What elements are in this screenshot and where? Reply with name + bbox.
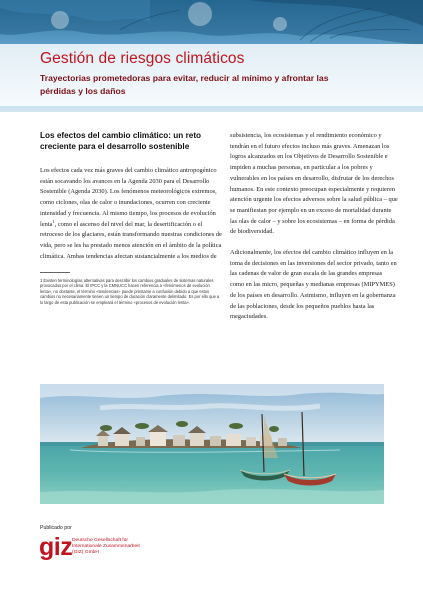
photo-illustration	[40, 384, 384, 504]
published-by-label: Publicado por	[40, 525, 72, 531]
paragraph-gap	[230, 238, 398, 248]
giz-organization-name: Deutsche Gesellschaft für Internationale Zusammenarbeit (GIZ) GmbH	[72, 538, 140, 556]
section-heading: Los efectos del cambio climático: un reto creciente para el desarrollo sostenible	[40, 131, 202, 151]
left-paragraph-part-b: , como el ascenso del nivel del mar, la desertificación o el retroceso de los glaciares, están transformando nuestras condiciones de vida, pero se les ha prestado menos atención en el ámbito de la política climática. Ambas tendencias afectan sustancialmente a los medios de	[40, 220, 222, 260]
footnote-divider	[40, 272, 70, 273]
right-column	[230, 131, 398, 323]
left-paragraph-part-a: Los efectos cada vez más graves del cambio climático antropogénico están socavando los avances en la Agenda 2030 para el Desarrollo Sostenible (Agenda 2030). Los fenómenos meteorológicos extremos, como ciclones, olas de calor o inundaciones, ocurren con creciente intensidad y frecuencia. Al mismo tiempo, los procesos de evolución lenta	[40, 167, 217, 228]
right-paragraph-1: subsistencia, los ecosistemas y el rendimiento económico y tendrán en el futuro efectos incluso más graves. Amenazan los logros alcanzados en los Objetivos de Desarrollo Sostenible e impiden a muchas personas, en particular a los pobres y vulnerables en los países en desarrollo, disfrutar de los derechos humanos. En este contexto preocupan especialmente y requieren atención urgente los efectos adversos sobre la salud pública – que se manifiestan por ejemplo en un exceso de mortalidad durante las olas de calor – y sobre los ecosistemas – en forma de pérdida de biodiversidad.	[230, 132, 398, 236]
giz-logo: giz	[39, 533, 73, 561]
island-boats-photo	[40, 384, 384, 504]
left-column	[40, 131, 224, 305]
right-paragraph-2: Adicionalmente, los efectos del cambio climático influyen en la toma de decisiones en las inversiones del sector privado, tanto en las cadenas de valor de gran escala de las grandes empresas como en las micro, pequeñas y medianas empresas (MIPYMES) de los países en desarrollo. Asimismo, influyen en la gobernanza de las poblaciones, desde los pequeños pueblos hasta las megaciudades.	[230, 249, 397, 321]
document-subtitle: Trayectorias prometedoras para evitar, reducir al mínimo y afrontar las pérdidas y los daños	[40, 73, 329, 96]
left-paragraph	[40, 166, 224, 262]
footnote-reference: 1	[52, 218, 55, 224]
footnote-text: 1 Existen terminologías alternativas para describir los cambios graduales de sistemas naturales provocados por el clima. El IPCC y la CMNUCC hacen referencia a «fenómenos de evolución lenta», no obstante, el término «tendencias» puede prestarse a confusión debido a que estos cambios no necesariamente tienen un tiempo de duración claramente delimitado. Es por ello que a lo largo de esta publicación se empleará el término «procesos de evolución lenta».	[40, 277, 220, 305]
document-title: Gestión de riesgos climáticos	[40, 50, 245, 67]
